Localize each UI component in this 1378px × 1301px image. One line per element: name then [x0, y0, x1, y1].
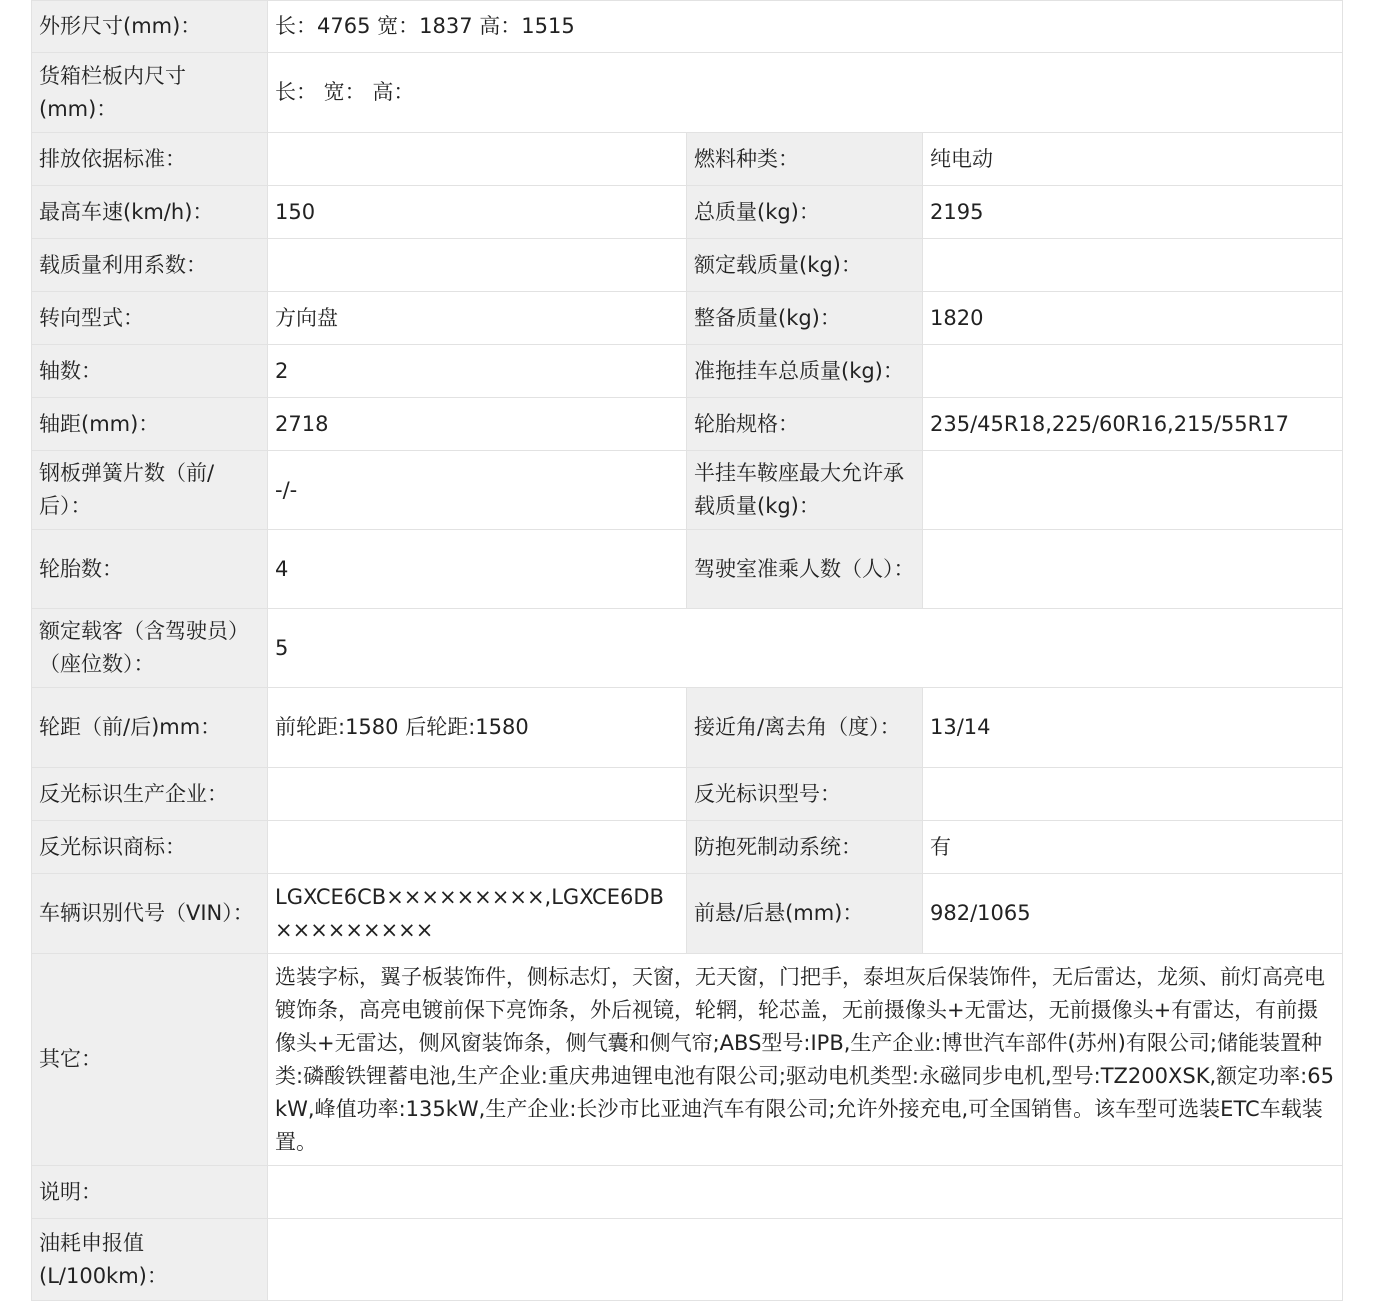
value-cell: 2195: [923, 186, 1343, 239]
value-cell: 1820: [923, 292, 1343, 345]
label-cell: 接近角/离去角（度）：: [687, 688, 923, 768]
table-row: [32, 292, 1343, 345]
table-row: [32, 53, 1343, 133]
label-cell: 载质量利用系数：: [32, 239, 268, 292]
label-cell: 半挂车鞍座最大允许承载质量(kg)：: [687, 451, 923, 530]
label-cell: 反光标识商标：: [32, 821, 268, 874]
value-cell: [923, 451, 1343, 530]
value-cell: 方向盘: [268, 292, 687, 345]
value-cell: [923, 530, 1343, 609]
value-cell: [923, 768, 1343, 821]
vehicle-spec-table: [31, 0, 1343, 1301]
label-cell: 燃料种类：: [687, 133, 923, 186]
table-row: [32, 609, 1343, 688]
label-cell: 车辆识别代号（VIN）：: [32, 874, 268, 954]
label-cell: 轮距（前/后)mm：: [32, 688, 268, 768]
value-cell: 5: [268, 609, 1343, 688]
table-row: [32, 398, 1343, 451]
label-cell: 前悬/后悬(mm)：: [687, 874, 923, 954]
table-row: [32, 768, 1343, 821]
label-cell: 反光标识生产企业：: [32, 768, 268, 821]
value-cell: [268, 239, 687, 292]
label-cell: 轴数：: [32, 345, 268, 398]
label-cell: 整备质量(kg)：: [687, 292, 923, 345]
table-row: [32, 688, 1343, 768]
table-row: [32, 133, 1343, 186]
label-cell: 反光标识型号：: [687, 768, 923, 821]
value-cell: 13/14: [923, 688, 1343, 768]
value-cell: [268, 133, 687, 186]
label-cell: 额定载客（含驾驶员）（座位数）：: [32, 609, 268, 688]
table-row: [32, 874, 1343, 954]
table-row: [32, 1219, 1343, 1301]
table-row: [32, 1166, 1343, 1219]
value-cell: [923, 239, 1343, 292]
value-cell: 选装字标，翼子板装饰件，侧标志灯，天窗，无天窗，门把手，泰坦灰后保装饰件，无后雷达，龙须、前灯高亮电镀饰条，高亮电镀前保下亮饰条，外后视镜，轮辋，轮芯盖，无前摄像头+无雷达，无前摄像头+有雷达，有前摄像头+无雷达，侧风窗装饰条，侧气囊和侧气帘;ABS型号:IPB,生产企业:博世汽车部件(苏州)有限公司;储能装置种类:磷酸铁锂蓄电池,生产企业:重庆弗迪锂电池有限公司;驱动电机类型:永磁同步电机,型号:TZ200XSK,额定功率:65kW,峰值功率:135kW,生产企业:长沙市比亚迪汽车有限公司;允许外接充电,可全国销售。该车型可选装ETC车载装置。: [268, 954, 1343, 1166]
label-cell: 最高车速(km/h)：: [32, 186, 268, 239]
table-row: [32, 954, 1343, 1166]
table-row: [32, 1, 1343, 53]
table-row: [32, 186, 1343, 239]
value-cell: -/-: [268, 451, 687, 530]
table-row: [32, 345, 1343, 398]
label-cell: 轮胎数：: [32, 530, 268, 609]
value-cell: [268, 1219, 1343, 1301]
label-cell: 额定载质量(kg)：: [687, 239, 923, 292]
value-cell: 纯电动: [923, 133, 1343, 186]
value-cell: 4: [268, 530, 687, 609]
label-cell: 排放依据标准：: [32, 133, 268, 186]
table-row: [32, 821, 1343, 874]
value-cell: [923, 345, 1343, 398]
label-cell: 钢板弹簧片数（前/后）：: [32, 451, 268, 530]
value-cell: 2: [268, 345, 687, 398]
label-cell: 准拖挂车总质量(kg)：: [687, 345, 923, 398]
label-cell: 说明：: [32, 1166, 268, 1219]
label-cell: 轴距(mm)：: [32, 398, 268, 451]
value-cell: [268, 768, 687, 821]
label-cell: 防抱死制动系统：: [687, 821, 923, 874]
value-cell: [268, 821, 687, 874]
value-cell: 长：4765 宽：1837 高：1515: [268, 1, 1343, 53]
label-cell: 轮胎规格：: [687, 398, 923, 451]
label-cell: 转向型式：: [32, 292, 268, 345]
value-cell: 有: [923, 821, 1343, 874]
value-cell: 235/45R18,225/60R16,215/55R17: [923, 398, 1343, 451]
label-cell: 货箱栏板内尺寸(mm)：: [32, 53, 268, 133]
table-row: [32, 239, 1343, 292]
value-cell: 2718: [268, 398, 687, 451]
table-row: [32, 451, 1343, 530]
value-cell: 150: [268, 186, 687, 239]
label-cell: 其它：: [32, 954, 268, 1166]
label-cell: 油耗申报值(L/100km)：: [32, 1219, 268, 1301]
label-cell: 总质量(kg)：: [687, 186, 923, 239]
table-row: [32, 530, 1343, 609]
value-cell: LGXCE6CB×××××××××,LGXCE6DB×××××××××: [268, 874, 687, 954]
value-cell: 长： 宽： 高：: [268, 53, 1343, 133]
label-cell: 驾驶室准乘人数（人）：: [687, 530, 923, 609]
label-cell: 外形尺寸(mm)：: [32, 1, 268, 53]
value-cell: 982/1065: [923, 874, 1343, 954]
value-cell: 前轮距:1580 后轮距:1580: [268, 688, 687, 768]
value-cell: [268, 1166, 1343, 1219]
